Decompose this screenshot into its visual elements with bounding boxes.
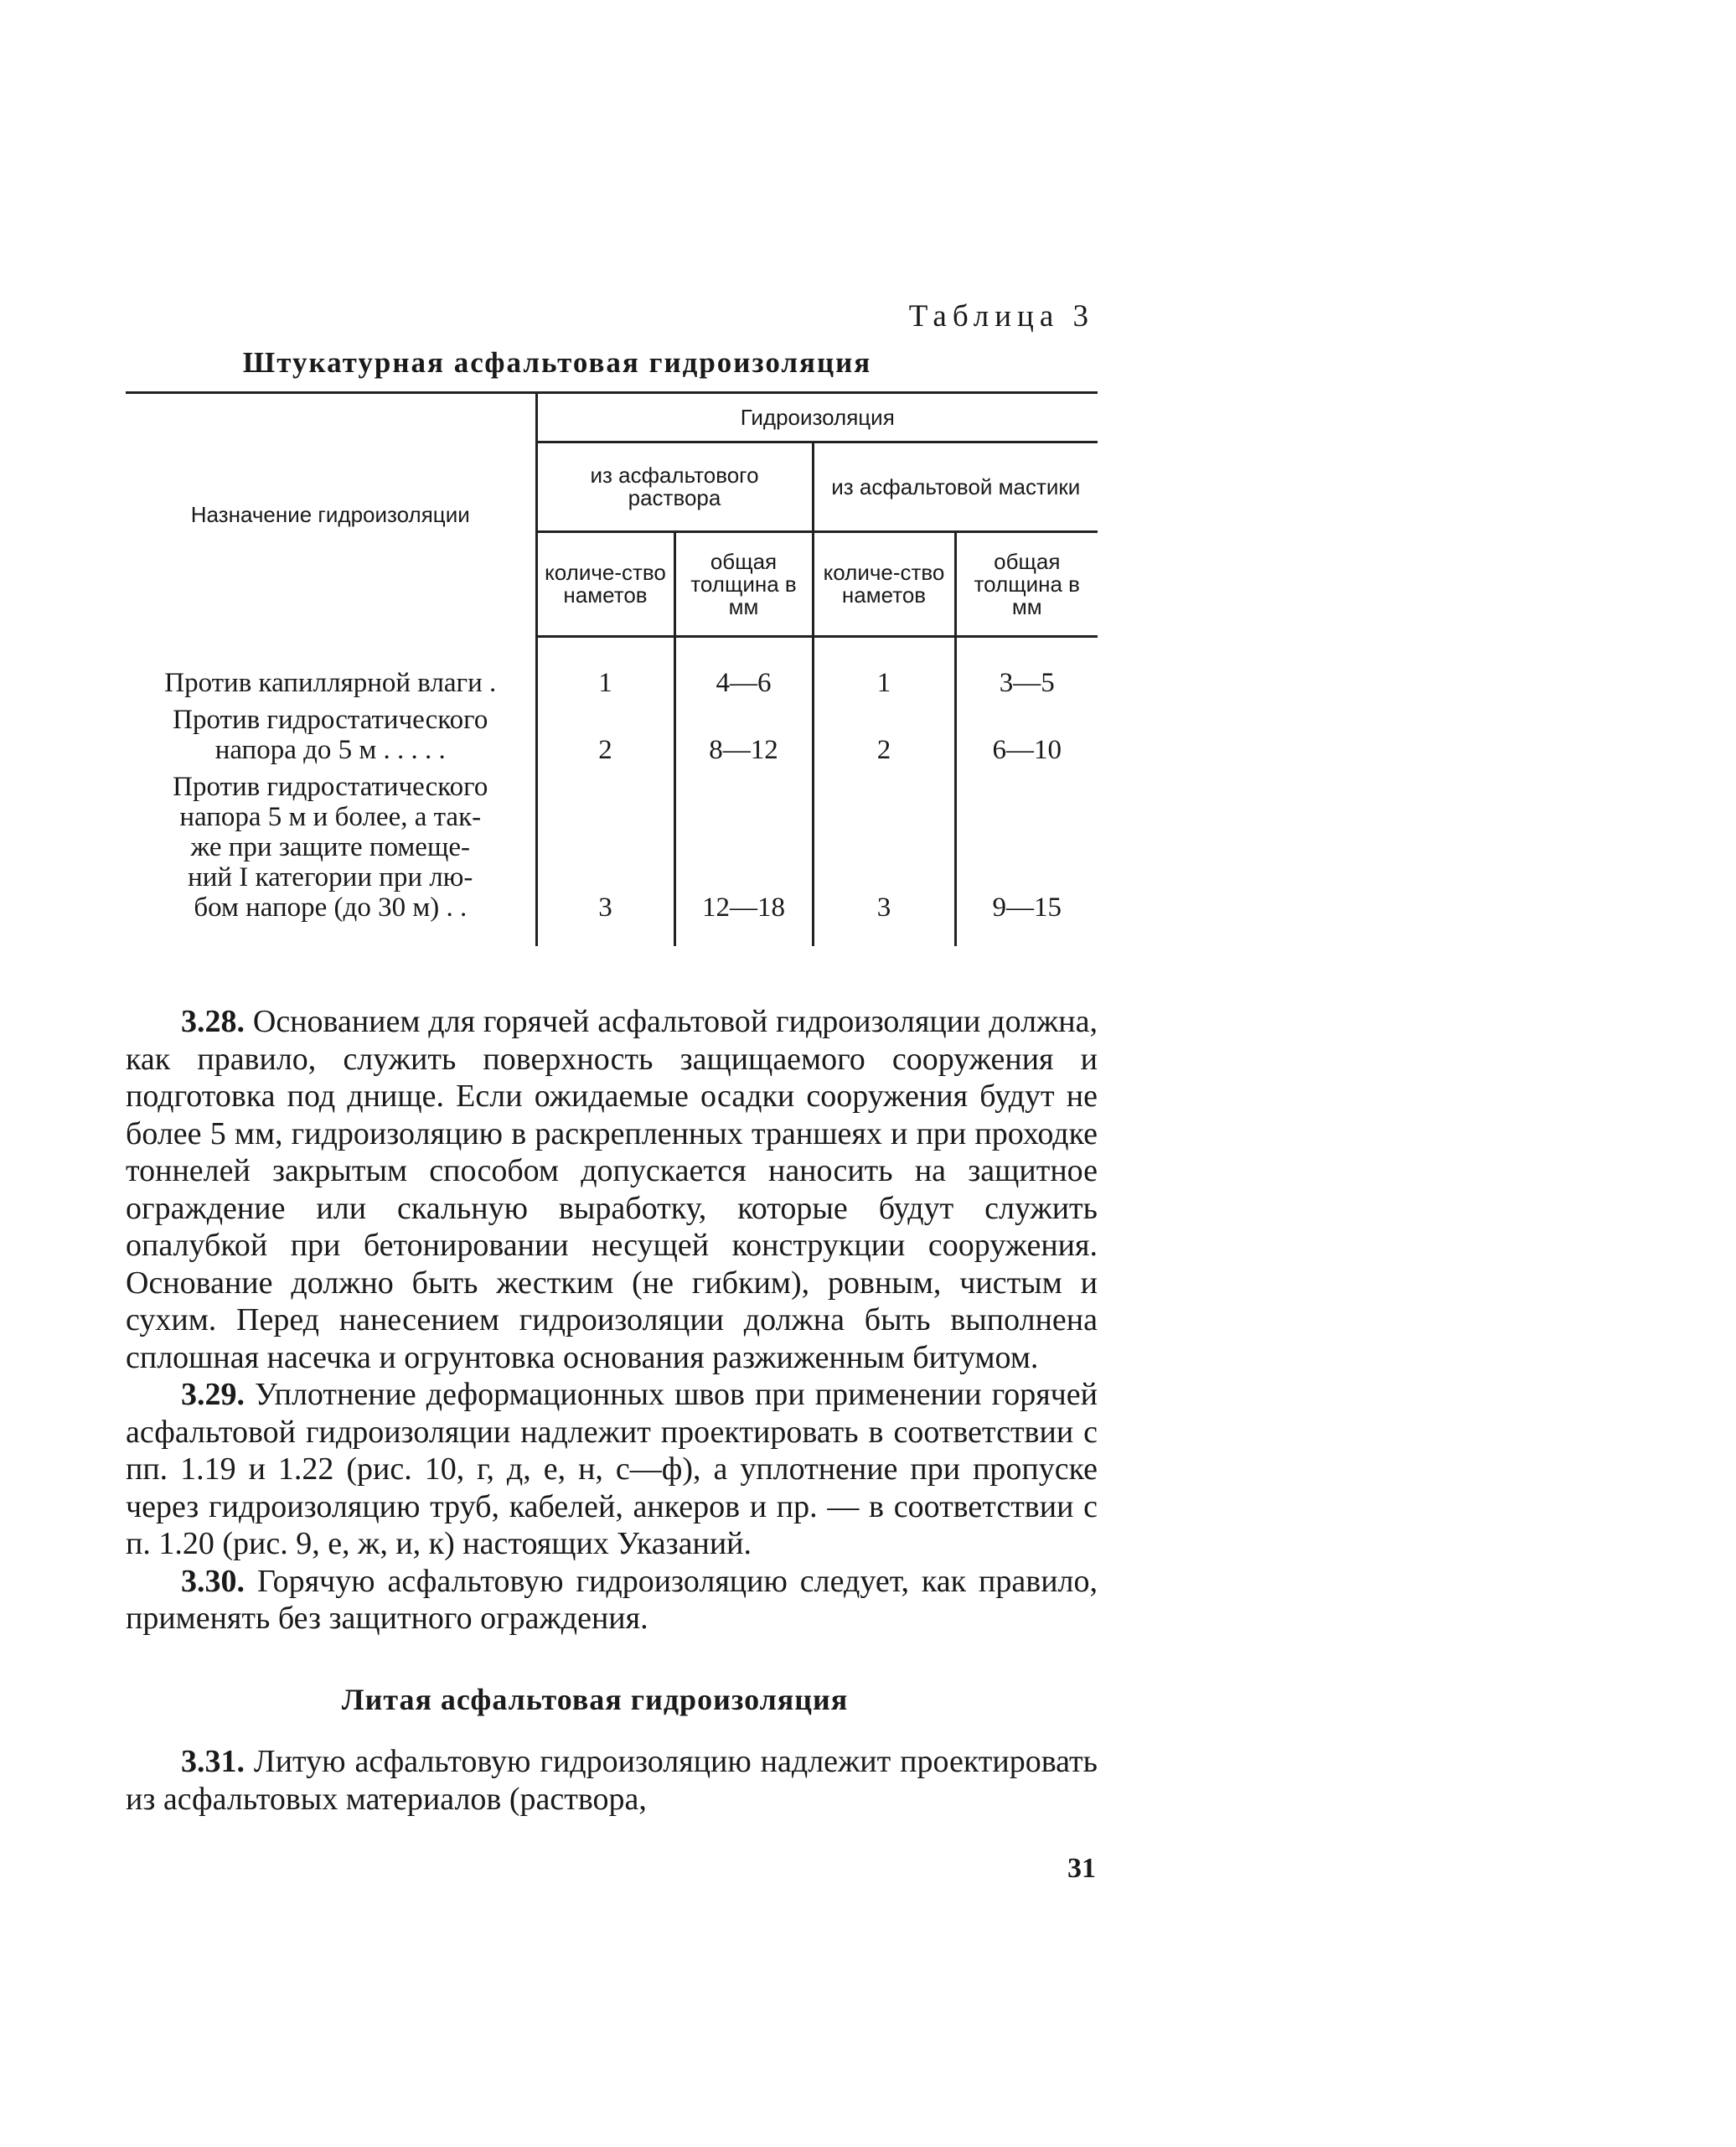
header-solution: из асфальтового раствора (536, 442, 813, 532)
table-row (126, 701, 1098, 768)
paragraph (126, 1003, 1098, 1376)
paragraph-number: 3.31. (181, 1744, 245, 1779)
row-purpose (126, 768, 536, 946)
purpose-line: напора до 5 м . . . . . (214, 735, 446, 765)
cell-mastic-count: 1 (813, 637, 955, 702)
header-solution-count: количе-ство наметов (536, 532, 674, 637)
purpose-line: же при защите помеще- (190, 832, 470, 862)
paragraph (126, 1563, 1098, 1637)
purpose-line: ний I категории при лю- (188, 862, 473, 892)
paragraph (126, 1376, 1098, 1563)
header-group: Гидроизоляция (536, 393, 1098, 442)
cell-mastic-thickness: 9—15 (955, 768, 1098, 946)
cell-solution-count: 2 (536, 701, 674, 768)
document-page (126, 297, 1098, 1885)
table-caption: Таблица 3 (908, 299, 1094, 334)
body-text (126, 1003, 1098, 1818)
paragraph-text: Основанием для горячей асфальтовой гидроизоляции должна, как правило, служить поверхность защищаемого сооружения и подготовка под днище. Если ожидаемые осадки сооружения будут не более 5 мм, гидроизоляцию в раскрепленных траншеях и при проходке тоннелей закрытым способом допускается наносить на защитное ограждение или скальную выработку, которые будут служить опалубкой при бетонировании несущей конструкции сооружения. Основание должно быть жестким (не гибким), ровным, чистым и сухим. Перед нанесением гидроизоляции должна быть выполнена сплошная насечка и огрунтовка основания разжиженным битумом. (126, 1004, 1098, 1375)
paragraph (126, 1743, 1098, 1818)
header-purpose: Назначение гидроизоляции (126, 393, 536, 637)
paragraph-text: Литую асфальтовую гидроизоляцию надлежит проектировать из асфальтовых материалов (раствора, (126, 1744, 1098, 1817)
cell-mastic-thickness: 3—5 (955, 637, 1098, 702)
header-mastic: из асфальтовой мастики (813, 442, 1098, 532)
purpose-line: Против капиллярной влаги . (164, 668, 497, 698)
cell-solution-count: 1 (536, 637, 674, 702)
cell-solution-thickness: 4—6 (674, 637, 813, 702)
paragraph-number: 3.29. (181, 1377, 245, 1412)
header-mastic-count: количе-ство наметов (813, 532, 955, 637)
cell-solution-thickness: 12—18 (674, 768, 813, 946)
table-row (126, 768, 1098, 946)
paragraph-text: Горячую асфальтовую гидроизоляцию следует, как правило, применять без защитного ограждения. (126, 1563, 1098, 1636)
cell-mastic-count: 2 (813, 701, 955, 768)
table-body (126, 637, 1098, 947)
cell-mastic-thickness: 6—10 (955, 701, 1098, 768)
section-heading: Литая асфальтовая гидроизоляция (341, 1682, 849, 1716)
cell-solution-count: 3 (536, 768, 674, 946)
paragraph-text: Уплотнение деформационных швов при применении горячей асфальтовой гидроизоляции надлежит проектировать в соответствии с пп. 1.19 и 1.22 (рис. 10, г, д, е, н, с—ф), а уплотнение при пропуске через гидроизоляцию труб, кабелей, анкеров и пр. — в соответствии с п. 1.20 (рис. 9, е, ж, и, к) настоящих Указаний. (126, 1377, 1098, 1561)
paragraph-number: 3.28. (181, 1004, 245, 1039)
row-purpose (126, 637, 536, 702)
purpose-line: бом напоре (до 30 м) . . (194, 892, 468, 923)
paragraph-number: 3.30. (181, 1563, 245, 1599)
cell-solution-thickness: 8—12 (674, 701, 813, 768)
paragraphs (126, 1003, 1098, 1637)
page-number: 31 (1067, 1853, 1096, 1884)
purpose-line: напора 5 м и более, а так- (179, 802, 482, 832)
row-purpose (126, 701, 536, 768)
purpose-line: Против гидростатического (173, 705, 488, 735)
cell-mastic-count: 3 (813, 768, 955, 946)
purpose-line: Против гидростатического (173, 772, 488, 802)
table-title: Штукатурная асфальтовая гидроизоляция (242, 346, 872, 379)
table-row (126, 637, 1098, 702)
header-mastic-thickness: общая толщина в мм (955, 532, 1098, 637)
waterproofing-table (126, 391, 1098, 946)
paragraphs-after (126, 1743, 1098, 1818)
header-solution-thickness: общая толщина в мм (674, 532, 813, 637)
